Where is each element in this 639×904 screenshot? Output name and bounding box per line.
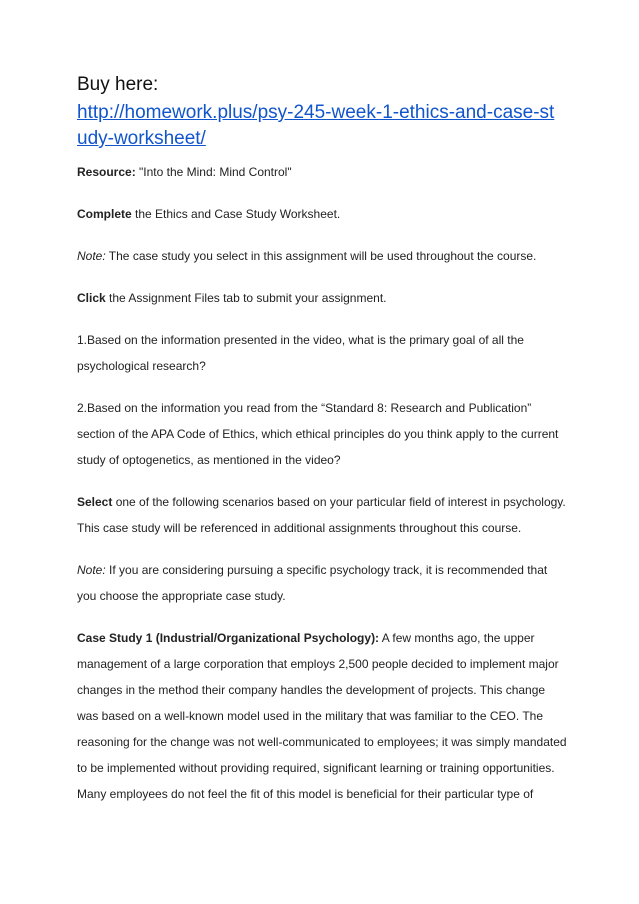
case-study-1-line-1: [77, 627, 567, 649]
click-text: the Assignment Files tab to submit your assignment.: [105, 291, 387, 305]
select-line-2: This case study will be referenced in additional assignments throughout this course.: [77, 521, 522, 535]
note-label-2: Note:: [77, 563, 106, 577]
question-1-line-1: 1.Based on the information presented in the video, what is the primary goal of all the: [77, 333, 524, 347]
click-line: [77, 287, 567, 309]
case-study-1-line-6: to be implemented without providing required, significant learning or training opportunities.: [77, 761, 555, 775]
question-2-line-2: section of the APA Code of Ethics, which ethical principles do you think apply to the current: [77, 427, 559, 441]
select-label: Select: [77, 495, 113, 509]
select-line-1: [77, 491, 567, 513]
case-study-1-label: Case Study 1 (Industrial/Organizational Psychology):: [77, 631, 380, 645]
case-study-1-line-4: was based on a well-known model used in the military that was familiar to the CEO. The: [77, 709, 543, 723]
resource-line: [77, 161, 567, 183]
case-study-1-line-7: Many employees do not feel the fit of this model is beneficial for their particular type of: [77, 787, 534, 801]
note-line-2b: you choose the appropriate case study.: [77, 589, 286, 603]
buy-here-heading: Buy here:: [77, 74, 159, 95]
case-study-1-line-2: management of a large corporation that employs 2,500 people decided to implement major: [77, 657, 559, 671]
question-1-line-2: psychological research?: [77, 359, 206, 373]
complete-text: the Ethics and Case Study Worksheet.: [131, 207, 341, 221]
select-text-1: one of the following scenarios based on your particular field of interest in psychology.: [112, 495, 566, 509]
resource-label: Resource:: [77, 165, 136, 179]
note-text-1: The case study you select in this assignment will be used throughout the course.: [105, 249, 537, 263]
note-label-1: Note:: [77, 249, 106, 263]
purchase-link[interactable]: http://homework.plus/psy-245-week-1-ethics-and-case-study-worksheet/: [77, 102, 555, 149]
question-2-line-1: 2.Based on the information you read from the “Standard 8: Research and Publication”: [77, 401, 532, 415]
click-label: Click: [77, 291, 106, 305]
complete-label: Complete: [77, 207, 132, 221]
question-2-line-3: study of optogenetics, as mentioned in the video?: [77, 453, 341, 467]
resource-text: "Into the Mind: Mind Control": [135, 165, 292, 179]
complete-line: [77, 203, 567, 225]
note-line-2a: [77, 559, 567, 581]
case-study-1-line-5: reasoning for the change was not well-communicated to employees; it was simply mandated: [77, 735, 567, 749]
case-study-1-line-3: changes in the method their company handles the development of projects. This change: [77, 683, 546, 697]
note-text-2: If you are considering pursuing a specific psychology track, it is recommended that: [105, 563, 548, 577]
case-study-1-text-1: A few months ago, the upper: [379, 631, 535, 645]
document-page: [77, 72, 567, 805]
note-line-1: [77, 245, 567, 267]
